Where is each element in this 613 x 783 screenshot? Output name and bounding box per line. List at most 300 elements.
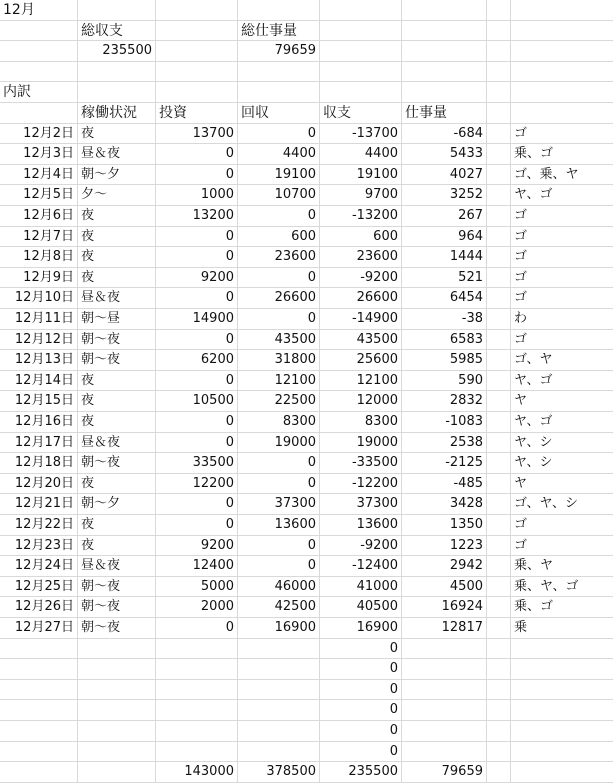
- cell-investment[interactable]: 33500: [156, 453, 238, 474]
- total-balance-sum[interactable]: 235500: [320, 762, 402, 783]
- cell-recovery[interactable]: 13600: [238, 515, 320, 536]
- empty-cell[interactable]: [0, 639, 78, 660]
- cell-balance[interactable]: 19000: [320, 433, 402, 454]
- empty-cell[interactable]: [78, 721, 156, 742]
- empty-cell[interactable]: [402, 0, 487, 21]
- cell-note[interactable]: 乗、ヤ、ゴ: [511, 577, 613, 598]
- cell-recovery[interactable]: 0: [238, 536, 320, 557]
- empty-cell[interactable]: [402, 639, 487, 660]
- cell-work[interactable]: 16924: [402, 597, 487, 618]
- cell-work[interactable]: 5985: [402, 350, 487, 371]
- empty-cell[interactable]: [487, 185, 511, 206]
- cell-investment[interactable]: 9200: [156, 268, 238, 289]
- cell-status[interactable]: 昼＆夜: [78, 433, 156, 454]
- cell-balance[interactable]: 600: [320, 227, 402, 248]
- cell-note[interactable]: ゴ: [511, 206, 613, 227]
- cell-investment[interactable]: 0: [156, 433, 238, 454]
- empty-cell[interactable]: [402, 721, 487, 742]
- cell-investment[interactable]: 0: [156, 227, 238, 248]
- cell-recovery[interactable]: 10700: [238, 185, 320, 206]
- empty-cell[interactable]: [511, 639, 613, 660]
- cell-recovery[interactable]: 8300: [238, 412, 320, 433]
- cell-status[interactable]: 夜: [78, 227, 156, 248]
- cell-recovery[interactable]: 0: [238, 268, 320, 289]
- total-recovery[interactable]: 378500: [238, 762, 320, 783]
- cell-recovery[interactable]: 0: [238, 206, 320, 227]
- empty-cell[interactable]: [0, 742, 78, 763]
- breakdown-label[interactable]: 内訳: [0, 82, 78, 103]
- cell-status[interactable]: 朝～夕: [78, 494, 156, 515]
- cell-balance[interactable]: 4400: [320, 144, 402, 165]
- cell-recovery[interactable]: 43500: [238, 330, 320, 351]
- cell-note[interactable]: ゴ: [511, 515, 613, 536]
- empty-cell[interactable]: [511, 41, 613, 62]
- cell-investment[interactable]: 5000: [156, 577, 238, 598]
- empty-cell[interactable]: [487, 556, 511, 577]
- total-balance-label[interactable]: 総収支: [78, 21, 156, 42]
- cell-status[interactable]: 朝～昼: [78, 309, 156, 330]
- empty-cell[interactable]: [0, 700, 78, 721]
- cell-investment[interactable]: 12400: [156, 556, 238, 577]
- cell-work[interactable]: -684: [402, 124, 487, 145]
- cell-date[interactable]: 12月27日: [0, 618, 78, 639]
- cell-investment[interactable]: 2000: [156, 597, 238, 618]
- empty-cell[interactable]: [238, 721, 320, 742]
- cell-balance[interactable]: 12100: [320, 371, 402, 392]
- cell-work[interactable]: 1350: [402, 515, 487, 536]
- empty-cell[interactable]: [487, 371, 511, 392]
- cell-work[interactable]: 2942: [402, 556, 487, 577]
- cell-date[interactable]: 12月8日: [0, 247, 78, 268]
- empty-cell[interactable]: [156, 742, 238, 763]
- cell-date[interactable]: 12月11日: [0, 309, 78, 330]
- empty-cell[interactable]: [487, 41, 511, 62]
- cell-work[interactable]: 590: [402, 371, 487, 392]
- total-balance-value[interactable]: 235500: [78, 41, 156, 62]
- cell-investment[interactable]: 0: [156, 494, 238, 515]
- cell-date[interactable]: 12月16日: [0, 412, 78, 433]
- empty-cell[interactable]: [156, 62, 238, 83]
- cell-date[interactable]: 12月25日: [0, 577, 78, 598]
- cell-balance[interactable]: 0: [320, 721, 402, 742]
- empty-cell[interactable]: [487, 247, 511, 268]
- cell-status[interactable]: 朝～夜: [78, 597, 156, 618]
- empty-cell[interactable]: [0, 659, 78, 680]
- empty-cell[interactable]: [0, 21, 78, 42]
- cell-recovery[interactable]: 19000: [238, 433, 320, 454]
- empty-cell[interactable]: [0, 680, 78, 701]
- empty-cell[interactable]: [320, 0, 402, 21]
- empty-cell[interactable]: [487, 82, 511, 103]
- cell-balance[interactable]: 0: [320, 639, 402, 660]
- cell-balance[interactable]: 0: [320, 659, 402, 680]
- header-investment[interactable]: 投資: [156, 103, 238, 124]
- empty-cell[interactable]: [156, 680, 238, 701]
- cell-investment[interactable]: 1000: [156, 185, 238, 206]
- empty-cell[interactable]: [487, 165, 511, 186]
- cell-date[interactable]: 12月9日: [0, 268, 78, 289]
- cell-recovery[interactable]: 31800: [238, 350, 320, 371]
- cell-status[interactable]: 昼＆夜: [78, 288, 156, 309]
- cell-note[interactable]: ゴ: [511, 288, 613, 309]
- empty-cell[interactable]: [78, 762, 156, 783]
- cell-balance[interactable]: 0: [320, 680, 402, 701]
- cell-status[interactable]: 夜: [78, 124, 156, 145]
- cell-note[interactable]: ヤ、ゴ: [511, 185, 613, 206]
- cell-balance[interactable]: 8300: [320, 412, 402, 433]
- cell-date[interactable]: 12月23日: [0, 536, 78, 557]
- cell-work[interactable]: -38: [402, 309, 487, 330]
- empty-cell[interactable]: [511, 700, 613, 721]
- cell-date[interactable]: 12月2日: [0, 124, 78, 145]
- cell-status[interactable]: 朝～夜: [78, 330, 156, 351]
- cell-balance[interactable]: -33500: [320, 453, 402, 474]
- cell-recovery[interactable]: 0: [238, 309, 320, 330]
- cell-note[interactable]: ヤ、ゴ: [511, 412, 613, 433]
- cell-status[interactable]: 昼＆夜: [78, 144, 156, 165]
- empty-cell[interactable]: [238, 700, 320, 721]
- empty-cell[interactable]: [511, 742, 613, 763]
- cell-note[interactable]: ヤ、ゴ: [511, 371, 613, 392]
- cell-balance[interactable]: -9200: [320, 268, 402, 289]
- cell-date[interactable]: 12月6日: [0, 206, 78, 227]
- cell-note[interactable]: ゴ: [511, 247, 613, 268]
- header-balance[interactable]: 収支: [320, 103, 402, 124]
- cell-recovery[interactable]: 0: [238, 453, 320, 474]
- cell-investment[interactable]: 6200: [156, 350, 238, 371]
- cell-balance[interactable]: 12000: [320, 391, 402, 412]
- empty-cell[interactable]: [320, 21, 402, 42]
- header-status[interactable]: 稼働状況: [78, 103, 156, 124]
- cell-date[interactable]: 12月22日: [0, 515, 78, 536]
- empty-cell[interactable]: [487, 700, 511, 721]
- empty-cell[interactable]: [402, 700, 487, 721]
- cell-investment[interactable]: 10500: [156, 391, 238, 412]
- empty-cell[interactable]: [487, 0, 511, 21]
- cell-date[interactable]: 12月17日: [0, 433, 78, 454]
- header-work[interactable]: 仕事量: [402, 103, 487, 124]
- cell-status[interactable]: 夜: [78, 247, 156, 268]
- cell-status[interactable]: 夜: [78, 536, 156, 557]
- empty-cell[interactable]: [156, 639, 238, 660]
- empty-cell[interactable]: [487, 103, 511, 124]
- empty-cell[interactable]: [156, 21, 238, 42]
- cell-note[interactable]: 乗、ゴ: [511, 597, 613, 618]
- empty-cell[interactable]: [511, 659, 613, 680]
- cell-balance[interactable]: 43500: [320, 330, 402, 351]
- cell-balance[interactable]: -14900: [320, 309, 402, 330]
- cell-balance[interactable]: 23600: [320, 247, 402, 268]
- empty-cell[interactable]: [78, 700, 156, 721]
- cell-balance[interactable]: -9200: [320, 536, 402, 557]
- cell-recovery[interactable]: 12100: [238, 371, 320, 392]
- cell-work[interactable]: 1444: [402, 247, 487, 268]
- empty-cell[interactable]: [487, 350, 511, 371]
- cell-note[interactable]: ヤ: [511, 391, 613, 412]
- cell-work[interactable]: 3428: [402, 494, 487, 515]
- cell-work[interactable]: -1083: [402, 412, 487, 433]
- cell-status[interactable]: 夜: [78, 206, 156, 227]
- empty-cell[interactable]: [156, 659, 238, 680]
- empty-cell[interactable]: [238, 0, 320, 21]
- cell-status[interactable]: 昼＆夜: [78, 556, 156, 577]
- empty-cell[interactable]: [487, 453, 511, 474]
- empty-cell[interactable]: [238, 742, 320, 763]
- cell-date[interactable]: 12月13日: [0, 350, 78, 371]
- cell-recovery[interactable]: 22500: [238, 391, 320, 412]
- cell-note[interactable]: ヤ、シ: [511, 453, 613, 474]
- empty-cell[interactable]: [487, 721, 511, 742]
- empty-cell[interactable]: [511, 103, 613, 124]
- cell-date[interactable]: 12月18日: [0, 453, 78, 474]
- cell-work[interactable]: 267: [402, 206, 487, 227]
- cell-status[interactable]: 朝～夜: [78, 453, 156, 474]
- cell-balance[interactable]: 25600: [320, 350, 402, 371]
- empty-cell[interactable]: [487, 618, 511, 639]
- empty-cell[interactable]: [402, 82, 487, 103]
- cell-balance[interactable]: 16900: [320, 618, 402, 639]
- empty-cell[interactable]: [156, 0, 238, 21]
- empty-cell[interactable]: [487, 288, 511, 309]
- empty-cell[interactable]: [78, 742, 156, 763]
- empty-cell[interactable]: [156, 700, 238, 721]
- cell-recovery[interactable]: 23600: [238, 247, 320, 268]
- empty-cell[interactable]: [156, 41, 238, 62]
- empty-cell[interactable]: [487, 309, 511, 330]
- cell-balance[interactable]: 13600: [320, 515, 402, 536]
- cell-date[interactable]: 12月4日: [0, 165, 78, 186]
- empty-cell[interactable]: [320, 41, 402, 62]
- empty-cell[interactable]: [402, 742, 487, 763]
- cell-date[interactable]: 12月7日: [0, 227, 78, 248]
- empty-cell[interactable]: [487, 494, 511, 515]
- empty-cell[interactable]: [487, 597, 511, 618]
- cell-investment[interactable]: 0: [156, 165, 238, 186]
- cell-work[interactable]: 1223: [402, 536, 487, 557]
- cell-work[interactable]: 3252: [402, 185, 487, 206]
- month-label[interactable]: 12月: [0, 0, 78, 21]
- cell-recovery[interactable]: 0: [238, 124, 320, 145]
- cell-investment[interactable]: 0: [156, 371, 238, 392]
- cell-date[interactable]: 12月15日: [0, 391, 78, 412]
- empty-cell[interactable]: [487, 639, 511, 660]
- cell-note[interactable]: わ: [511, 309, 613, 330]
- cell-recovery[interactable]: 16900: [238, 618, 320, 639]
- cell-date[interactable]: 12月21日: [0, 494, 78, 515]
- empty-cell[interactable]: [487, 144, 511, 165]
- empty-cell[interactable]: [402, 62, 487, 83]
- cell-status[interactable]: 夜: [78, 474, 156, 495]
- empty-cell[interactable]: [487, 515, 511, 536]
- total-investment[interactable]: 143000: [156, 762, 238, 783]
- cell-balance[interactable]: 0: [320, 700, 402, 721]
- cell-recovery[interactable]: 37300: [238, 494, 320, 515]
- empty-cell[interactable]: [402, 680, 487, 701]
- empty-cell[interactable]: [78, 659, 156, 680]
- empty-cell[interactable]: [487, 391, 511, 412]
- empty-cell[interactable]: [0, 721, 78, 742]
- cell-investment[interactable]: 12200: [156, 474, 238, 495]
- cell-note[interactable]: ゴ、ヤ、シ: [511, 494, 613, 515]
- cell-work[interactable]: 964: [402, 227, 487, 248]
- cell-investment[interactable]: 0: [156, 330, 238, 351]
- cell-note[interactable]: ゴ: [511, 536, 613, 557]
- empty-cell[interactable]: [78, 0, 156, 21]
- cell-date[interactable]: 12月24日: [0, 556, 78, 577]
- cell-balance[interactable]: 19100: [320, 165, 402, 186]
- cell-note[interactable]: ゴ、乗、ヤ: [511, 165, 613, 186]
- empty-cell[interactable]: [156, 82, 238, 103]
- cell-balance[interactable]: -12400: [320, 556, 402, 577]
- empty-cell[interactable]: [487, 577, 511, 598]
- cell-investment[interactable]: 0: [156, 247, 238, 268]
- cell-status[interactable]: 夜: [78, 371, 156, 392]
- cell-status[interactable]: 夜: [78, 412, 156, 433]
- empty-cell[interactable]: [78, 639, 156, 660]
- empty-cell[interactable]: [0, 41, 78, 62]
- empty-cell[interactable]: [238, 82, 320, 103]
- cell-date[interactable]: 12月14日: [0, 371, 78, 392]
- cell-note[interactable]: ヤ: [511, 474, 613, 495]
- cell-note[interactable]: ゴ: [511, 227, 613, 248]
- cell-status[interactable]: 朝～夜: [78, 577, 156, 598]
- cell-date[interactable]: 12月12日: [0, 330, 78, 351]
- cell-investment[interactable]: 0: [156, 288, 238, 309]
- cell-date[interactable]: 12月20日: [0, 474, 78, 495]
- empty-cell[interactable]: [0, 62, 78, 83]
- total-work-sum[interactable]: 79659: [402, 762, 487, 783]
- empty-cell[interactable]: [511, 82, 613, 103]
- cell-date[interactable]: 12月26日: [0, 597, 78, 618]
- empty-cell[interactable]: [487, 412, 511, 433]
- cell-balance[interactable]: 0: [320, 742, 402, 763]
- cell-balance[interactable]: 37300: [320, 494, 402, 515]
- cell-recovery[interactable]: 0: [238, 474, 320, 495]
- cell-recovery[interactable]: 0: [238, 556, 320, 577]
- cell-recovery[interactable]: 4400: [238, 144, 320, 165]
- cell-status[interactable]: 朝～夜: [78, 618, 156, 639]
- empty-cell[interactable]: [487, 762, 511, 783]
- cell-work[interactable]: 4500: [402, 577, 487, 598]
- empty-cell[interactable]: [487, 206, 511, 227]
- cell-investment[interactable]: 13700: [156, 124, 238, 145]
- empty-cell[interactable]: [487, 124, 511, 145]
- empty-cell[interactable]: [511, 680, 613, 701]
- cell-balance[interactable]: -13700: [320, 124, 402, 145]
- cell-note[interactable]: ゴ: [511, 124, 613, 145]
- cell-investment[interactable]: 0: [156, 144, 238, 165]
- cell-balance[interactable]: 40500: [320, 597, 402, 618]
- empty-cell[interactable]: [78, 62, 156, 83]
- empty-cell[interactable]: [238, 659, 320, 680]
- cell-note[interactable]: ゴ: [511, 330, 613, 351]
- empty-cell[interactable]: [511, 0, 613, 21]
- cell-work[interactable]: 6583: [402, 330, 487, 351]
- cell-investment[interactable]: 0: [156, 412, 238, 433]
- cell-balance[interactable]: 9700: [320, 185, 402, 206]
- cell-recovery[interactable]: 42500: [238, 597, 320, 618]
- cell-work[interactable]: 2538: [402, 433, 487, 454]
- cell-investment[interactable]: 13200: [156, 206, 238, 227]
- cell-work[interactable]: 2832: [402, 391, 487, 412]
- empty-cell[interactable]: [487, 330, 511, 351]
- cell-balance[interactable]: -12200: [320, 474, 402, 495]
- cell-work[interactable]: 6454: [402, 288, 487, 309]
- empty-cell[interactable]: [238, 680, 320, 701]
- cell-note[interactable]: ヤ、シ: [511, 433, 613, 454]
- empty-cell[interactable]: [487, 227, 511, 248]
- cell-status[interactable]: 夕～: [78, 185, 156, 206]
- empty-cell[interactable]: [487, 433, 511, 454]
- empty-cell[interactable]: [511, 721, 613, 742]
- empty-cell[interactable]: [487, 680, 511, 701]
- empty-cell[interactable]: [487, 21, 511, 42]
- cell-balance[interactable]: 41000: [320, 577, 402, 598]
- cell-date[interactable]: 12月5日: [0, 185, 78, 206]
- empty-cell[interactable]: [511, 762, 613, 783]
- empty-cell[interactable]: [78, 680, 156, 701]
- empty-cell[interactable]: [320, 62, 402, 83]
- cell-work[interactable]: -485: [402, 474, 487, 495]
- cell-status[interactable]: 夜: [78, 515, 156, 536]
- empty-cell[interactable]: [238, 62, 320, 83]
- cell-work[interactable]: 12817: [402, 618, 487, 639]
- empty-cell[interactable]: [487, 474, 511, 495]
- empty-cell[interactable]: [320, 82, 402, 103]
- empty-cell[interactable]: [487, 659, 511, 680]
- empty-cell[interactable]: [511, 62, 613, 83]
- cell-recovery[interactable]: 19100: [238, 165, 320, 186]
- empty-cell[interactable]: [511, 21, 613, 42]
- cell-date[interactable]: 12月10日: [0, 288, 78, 309]
- cell-status[interactable]: 朝～夜: [78, 350, 156, 371]
- cell-balance[interactable]: 26600: [320, 288, 402, 309]
- header-recovery[interactable]: 回収: [238, 103, 320, 124]
- cell-investment[interactable]: 0: [156, 618, 238, 639]
- cell-note[interactable]: ゴ、ヤ: [511, 350, 613, 371]
- empty-cell[interactable]: [487, 268, 511, 289]
- empty-cell[interactable]: [156, 721, 238, 742]
- cell-work[interactable]: 521: [402, 268, 487, 289]
- cell-recovery[interactable]: 46000: [238, 577, 320, 598]
- cell-note[interactable]: 乗、ゴ: [511, 144, 613, 165]
- empty-cell[interactable]: [238, 639, 320, 660]
- empty-cell[interactable]: [487, 536, 511, 557]
- cell-work[interactable]: 4027: [402, 165, 487, 186]
- cell-status[interactable]: 朝～夕: [78, 165, 156, 186]
- empty-cell[interactable]: [402, 659, 487, 680]
- cell-date[interactable]: 12月3日: [0, 144, 78, 165]
- cell-investment[interactable]: 0: [156, 515, 238, 536]
- cell-note[interactable]: 乗、ヤ: [511, 556, 613, 577]
- cell-work[interactable]: -2125: [402, 453, 487, 474]
- empty-cell[interactable]: [487, 62, 511, 83]
- cell-recovery[interactable]: 600: [238, 227, 320, 248]
- total-work-label[interactable]: 総仕事量: [238, 21, 320, 42]
- cell-recovery[interactable]: 26600: [238, 288, 320, 309]
- empty-cell[interactable]: [402, 41, 487, 62]
- cell-investment[interactable]: 9200: [156, 536, 238, 557]
- cell-status[interactable]: 夜: [78, 268, 156, 289]
- total-work-value[interactable]: 79659: [238, 41, 320, 62]
- cell-status[interactable]: 夜: [78, 391, 156, 412]
- cell-work[interactable]: 5433: [402, 144, 487, 165]
- empty-cell[interactable]: [0, 762, 78, 783]
- cell-note[interactable]: ゴ: [511, 268, 613, 289]
- cell-note[interactable]: 乗: [511, 618, 613, 639]
- empty-cell[interactable]: [78, 82, 156, 103]
- empty-cell[interactable]: [402, 21, 487, 42]
